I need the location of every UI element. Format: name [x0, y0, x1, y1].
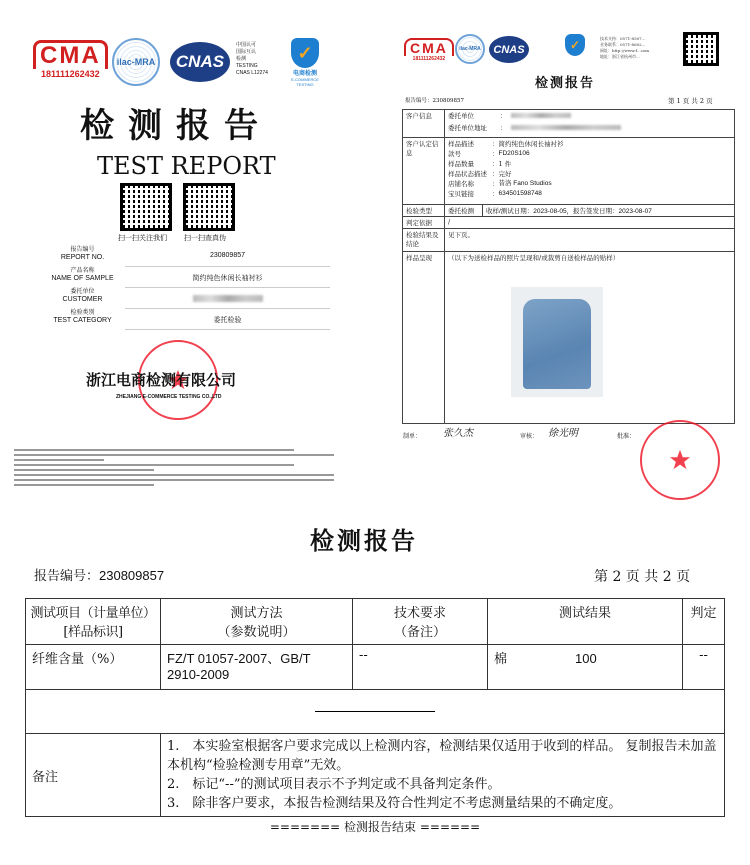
page1-title: 检测报告	[535, 76, 596, 91]
official-stamp-page1	[640, 420, 720, 500]
page2-title: 检测报告	[310, 526, 418, 555]
ilac-mra-logo-small: ilac-MRA	[455, 34, 485, 64]
table-header: 测试项目（计量单位） [样品标识] 测试方法 （参数说明） 技术要求 （备注） 测试结果 判定	[26, 599, 725, 645]
ecommerce-testing-logo: ✓ 电商检测 E-COMMERCE TESTING	[282, 38, 328, 87]
table-row: 纤维含量（%） FZ/T 01057-2007、GB/T 2910-2009 -- 棉 100 --	[26, 645, 725, 690]
stamp-star-icon	[669, 449, 691, 471]
shirt-image	[523, 299, 591, 389]
field-customer: 委托单位 CUSTOMER	[40, 288, 330, 309]
page2-body	[25, 598, 725, 835]
contact-info: 技术支持：0571-8507... 业务联系：0571-8602... 网址：http://www.f...com 地址：浙江省杭州市...	[600, 36, 650, 59]
signature-checker: 张久杰	[443, 428, 473, 439]
page1-page-number: 第 1 页 共 2 页	[668, 97, 713, 105]
cnas-caption: 中国认可 国际互认 检测 TESTING CNAS L12274	[236, 42, 268, 76]
fine-print	[14, 446, 334, 489]
page2-page-number: 第 2 页 共 2 页	[594, 569, 691, 585]
qr-code-follow[interactable]	[120, 183, 172, 231]
page1-info-table: 客户信息 委托单位 ： 委托单位地址 ： 客户认定信息 样品描述 ： 简约纯色休闲长袖衬衫 款号 ： FD20S106 样品数量 ： 1 件 样品状态描述 ： 完好 店铺名称 ： 昔洛 Fano Studios 宝贝链接 ： 634501598748 检验类型 委托检测 收样/测试日期：2023-08-05，报告签发日期：2023-08-07 判定依据 / 检验结果及结论 见下页。 样品呈现 （以下为送检样品的照片呈现和/或裁剪自送检样品的贴样）	[402, 109, 735, 424]
cnas-logo-small: CNAS	[489, 36, 529, 63]
company-name-en: ZHEJIANG E-COMMERCE TESTING CO.,LTD	[116, 394, 222, 400]
check-shield-icon: ✓	[291, 38, 319, 68]
cnas-logo: CNAS	[170, 42, 230, 82]
prepared-label: 制单：	[403, 433, 422, 440]
cover-title-cn: 检测报告	[80, 106, 272, 146]
qr-code-verify[interactable]	[183, 183, 235, 231]
field-sample-name: 产品名称 NAME OF SAMPLE 简约纯色休闲长袖衬衫	[40, 267, 330, 288]
company-name-cn: 浙江电商检测有限公司	[86, 372, 237, 389]
cma-logo-small: CMA 181111262432	[404, 38, 454, 62]
cover-fields	[40, 246, 330, 330]
page1-report-no: 报告编号：230809857	[405, 98, 464, 104]
report-end: ======= 检测报告结束 ======	[269, 820, 481, 834]
qr-code[interactable]	[683, 32, 719, 66]
approved-label: 批准：	[617, 433, 636, 440]
reviewed-label: 审核：	[520, 433, 539, 440]
field-report-no: 报告编号 REPORT NO. 230809857	[40, 246, 330, 267]
check-shield-icon: ✓	[565, 34, 585, 56]
test-results-table	[25, 598, 725, 817]
signature-reviewer: 徐光明	[548, 428, 578, 439]
divider	[315, 711, 435, 712]
cover-title-en: TEST REPORT	[97, 152, 276, 180]
page2-report-no: 报告编号：230809857	[34, 568, 165, 583]
cma-logo: CMA 181111262432	[33, 40, 108, 79]
ilac-mra-logo: ilac-MRA	[112, 38, 160, 86]
field-test-category: 检验类别 TEST CATEGORY 委托检验	[40, 309, 330, 330]
sample-photo	[511, 287, 603, 397]
blurred-customer	[193, 295, 263, 302]
notes-row: 备注 1. 本实验室根据客户要求完成以上检测内容，检测结果仅适用于收到的样品。 复制报告未加盖本机构“检验检测专用章”无效。 2. 标记“--”的测试项目表示不予判定或不具备判定条件。 3. 除非客户要求，本报告检测结果及符合性判定不考虑测量结果的不确定度。	[26, 734, 725, 817]
